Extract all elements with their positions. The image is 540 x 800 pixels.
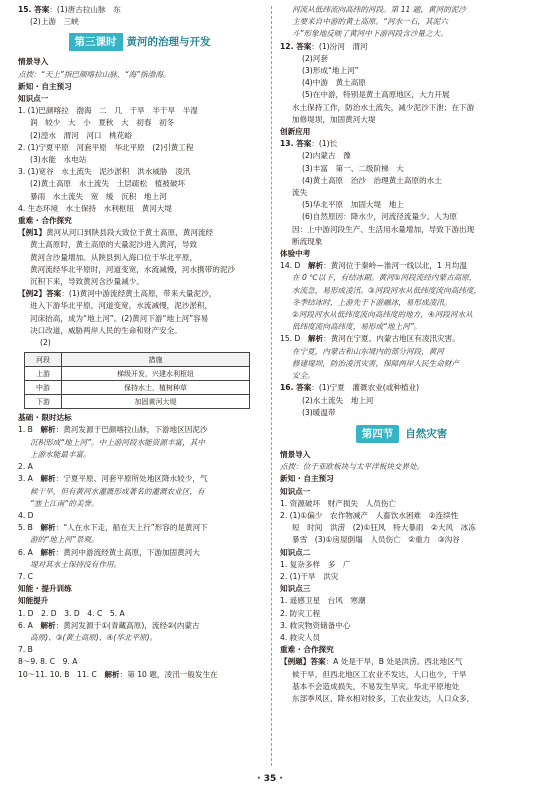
table-cell: 梯级开发，兴建水利枢纽: [62, 367, 250, 381]
section-heading: 黄河的治理与开发: [126, 36, 211, 49]
text-line: 新知 · 自主预习: [280, 474, 334, 484]
text-line: 在 0 ℃以下，有结冰期。黄河①河段流经内蒙古高原，: [292, 273, 477, 283]
text-line: (2): [40, 338, 51, 348]
text-line: 知能 · 提升训练: [18, 584, 72, 594]
text-line: 修建堤坝，防治凌汛灾害，保障两岸人民生命财产: [292, 358, 460, 368]
text-line: 点拨：位于亚欧板块与太平洋板块交界处。: [280, 462, 425, 472]
right-column: [280, 4, 523, 705]
text-line: 黄河流经华北平原时，河道变宽，水流减慢，河水携带的泥沙: [30, 264, 236, 274]
section-label: 第四节: [356, 425, 400, 443]
text-line: 安全。: [292, 371, 315, 381]
text-line: 知识点二: [280, 547, 311, 557]
text-line: (2)上游 三峡: [30, 17, 79, 27]
text-line: 【例2】答案：(1)黄河中游流经黄土高原，带来大量泥沙，: [18, 289, 217, 299]
table-header-cell: 河段: [25, 353, 62, 367]
text-line: 知识点一: [18, 94, 49, 104]
text-line: 体验中考: [280, 249, 311, 259]
text-line: 流失: [292, 188, 308, 198]
text-line: 断流现象: [292, 236, 323, 246]
text-line: 新知 · 自主预习: [18, 81, 72, 91]
text-line: 1. 复杂多样 多 广: [280, 559, 351, 569]
text-line: 13. 答案：(1)长: [280, 139, 338, 149]
text-line: 5. B 解析：“人在水下走，船在天上行”形容的是黄河下: [18, 523, 208, 533]
section-heading: 自然灾害: [405, 427, 448, 440]
text-line: 7. B: [18, 645, 33, 655]
text-line: 候干旱，但有黄河水灌溉形成著名的灌溉农业区，有: [30, 486, 205, 496]
text-line: 1. B 解析：黄河发源于巴颜喀拉山脉，下游地区因泥沙: [18, 425, 208, 435]
text-line: 知识点一: [280, 486, 311, 496]
text-line: 进入下游华北平原，河道变宽，水流减慢，泥沙淤积，: [30, 301, 213, 311]
text-line: 1. 资源破坏 财产损失 人员伤亡: [280, 498, 396, 508]
measures-table: [24, 352, 250, 409]
answer-page: [18, 4, 524, 774]
text-line: (2)黄土高原 水土流失 土层疏松 植被破坏: [30, 179, 186, 189]
text-line: 沉积下来，导致黄河含沙量减少。: [30, 277, 144, 287]
text-line: 暴雨 水土流失 宽 缓 沉积 地上河: [30, 191, 167, 201]
text-line: (3)形成“地上河”: [302, 66, 359, 76]
text-line: 6. A 解析：黄河中游流经黄土高原，下游加固黄河大: [18, 547, 200, 557]
text-line: 基本不会造成损失，不易发生旱灾。华北平原地处: [292, 681, 460, 691]
text-line: 知能提升: [18, 596, 49, 606]
text-line: 短 时间 洪涝 (2)①狂风 特大暴雨 ②大风 冰冻: [292, 523, 476, 533]
text-line: 加修堤坝，加固黄河大堤: [292, 114, 376, 124]
text-line: 黄河含沙量增加。从陕县到入海口位于华北平原，: [30, 252, 198, 262]
text-line: 河床抬高，成为“地上河”。(2)黄河下游“地上河”容易: [30, 313, 209, 323]
text-line: 15. 答案：(1)唐古拉山脉 东: [18, 5, 121, 14]
text-line: 决口改道，威胁两岸人民的生命和财产安全。: [30, 325, 182, 335]
text-line: (2)河套: [302, 53, 328, 63]
text-line: 16. 答案：(1)宁夏 灌溉农业(或种植业): [280, 383, 420, 393]
table-header-row: [25, 353, 250, 367]
text-line: 14. D 解析：黄河位于秦岭—淮河一线以北，1 月均温: [280, 261, 468, 271]
text-line: 冬季结冰时，上游先于下游融冰，易形成凌汛。: [292, 297, 452, 307]
text-line: 【例1】黄河从河口到陕县段大致位于黄土高原，黄河流经: [18, 228, 214, 238]
text-line: 暴雪 (3)①房屋倒塌 人员伤亡 ②重力 ③沟谷: [292, 535, 460, 545]
text-line: 润 较少 大 小 夏秋 大 初春 初冬: [30, 118, 175, 128]
text-line: (5)在中游，特别是黄土高原地区，大力开展: [302, 90, 450, 100]
text-line: 1. (1)巴颜喀拉 渤海 二 几 干旱 半干旱 半湿: [18, 106, 198, 116]
table-row: [25, 367, 250, 381]
text-line: 东部季风区，降水相对较多，工农业发达，人口众多，: [292, 693, 475, 703]
text-line: 情景导入: [18, 57, 49, 67]
text-line: 重难 · 合作探究: [18, 216, 72, 226]
text-line: 高原)、③(黄土高原)、④(华北平原)。: [30, 632, 158, 642]
text-line: 2. (1)①偏少 农作物减产 人畜饮水困难 ②连续性: [280, 510, 459, 520]
text-line: (3)水能 水电站: [30, 155, 87, 165]
text-line: 15. D 解析：黄河在宁夏、内蒙古地区有凌汛灾害。: [280, 334, 460, 344]
table-row: [25, 381, 250, 395]
text-line: (3)丰富 第一、二级阶梯 大: [302, 163, 404, 173]
text-line: 8～9. 8. C 9. A: [18, 657, 78, 667]
text-line: 3. A 解析：宁夏平原、河套平原所处地区降水较少，气: [18, 474, 208, 484]
section-title-lesson3: [18, 33, 261, 51]
text-line: 沉积形成“地上河”。中上游河段水能资源丰富，其中: [30, 437, 205, 447]
text-line: 2. A: [18, 462, 33, 472]
text-line: 【例题】答案：A 处是干旱，B 处是洪涝。西北地区气: [280, 657, 463, 667]
text-line: 7. C: [18, 571, 33, 581]
text-line: 游的“地上河”景观。: [30, 535, 99, 545]
table-cell: 下游: [25, 395, 62, 409]
text-line: 斗”形象地反映了黄河中下游河段含沙量之大。: [292, 29, 448, 39]
text-line: 4. D: [18, 510, 34, 520]
text-line: (2)内蒙古 豫: [302, 151, 351, 161]
table-cell: 保持水土，植树种草: [62, 381, 250, 395]
table-header-cell: 措施: [62, 353, 250, 367]
text-line: 2. 防灾工程: [280, 608, 321, 618]
table-row: [25, 395, 250, 409]
text-line: (4)中游 黄土高原: [302, 78, 366, 88]
text-line: 知识点三: [280, 584, 311, 594]
text-line: 黄土高原时，黄土高原的大量泥沙进入黄河，导致: [30, 240, 198, 250]
text-line: “塞上江南”的美誉。: [30, 498, 99, 508]
section-title-natural-disasters: [280, 425, 523, 444]
text-line: 4. 生态环境 水土保持 水利枢纽 黄河大堤: [18, 203, 172, 213]
text-line: 创新应用: [280, 127, 311, 137]
text-line: 堤对其水土保持没有作用。: [30, 559, 122, 569]
text-line: (5)华北平原 加固大堤 地上: [302, 200, 404, 210]
text-line: (2)水土流失 地上河: [302, 395, 374, 405]
text-line: 水流急，易形成凌汛。③河段河水从低纬度流向高纬度，: [292, 285, 482, 295]
section-label: 第三课时: [69, 33, 123, 51]
text-line: (3)暖温带: [302, 407, 336, 417]
text-line: 1. D 2. D 3. D 4. C 5. A: [18, 608, 125, 618]
table-cell: 上游: [25, 367, 62, 381]
text-line: 12. 答案：(1)汾河 渭河: [280, 41, 368, 51]
text-line: 1. 遥感卫星 台风 寒潮: [280, 596, 366, 606]
text-line: 3. (1)宽谷 水土流失 泥沙淤积 洪水威胁 凌汛: [18, 167, 191, 177]
text-line: 点拨：“天上”指巴颜喀拉山脉，“海”指渤海。: [18, 69, 171, 79]
text-line: 水土保持工作，防治水土流失，减少泥沙下泄；在下游: [292, 102, 475, 112]
text-line: 10～11. 10. B 11. C 解析：第 10 题，凌汛一般发生在: [18, 669, 218, 679]
text-line: 情景导入: [280, 449, 311, 459]
text-line: 因：上中游河段生产、生活用水量增加，导致下游出现: [292, 224, 475, 234]
text-line: ②河段河水从低纬度流向高纬度的地方，④河段河水从: [292, 310, 473, 320]
column-divider: [271, 6, 272, 766]
text-line: 上游水能最丰富。: [30, 449, 91, 459]
left-column: [18, 4, 261, 681]
text-line: 候干旱，但西北地区工农业不发达，人口也少，干旱: [292, 669, 467, 679]
table-cell: 中游: [25, 381, 62, 395]
text-line: 重难 · 合作探究: [280, 645, 334, 655]
text-line: 主要来自中游的黄土高原。“河水一石，其泥六: [292, 17, 448, 27]
text-line: (4)黄土高原 治沙 治理黄土高原的水土: [302, 175, 442, 185]
text-line: 低纬度流向高纬度，易形成“地上河”。: [292, 322, 422, 332]
text-line: 6. A 解析：黄河发源于①(青藏高原)，流经②(内蒙古: [18, 620, 200, 630]
text-line: 基础 · 限时达标: [18, 413, 72, 423]
text-line: (2)湟水 渭河 河口 桃花峪: [30, 130, 132, 140]
text-line: 3. 救灾物资储备中心: [280, 620, 351, 630]
table-cell: 加固黄河大堤: [62, 395, 250, 409]
text-line: (6)自然原因：降水少，河流径流量少。人为原: [302, 212, 458, 222]
page-number: · 35 ·: [257, 774, 283, 784]
text-line: 4. 救灾人员: [280, 632, 321, 642]
text-line: 河流从低纬流向高纬的河段。第 11 题，黄河的泥沙: [292, 5, 466, 14]
text-line: 2. (1)干旱 洪灾: [280, 571, 339, 581]
text-line: 2. (1)宁夏平原 河套平原 华北平原 (2)引黄工程: [18, 142, 194, 152]
text-line: 在宁夏，内蒙古和山东境内的部分河段，黄河: [292, 346, 444, 356]
